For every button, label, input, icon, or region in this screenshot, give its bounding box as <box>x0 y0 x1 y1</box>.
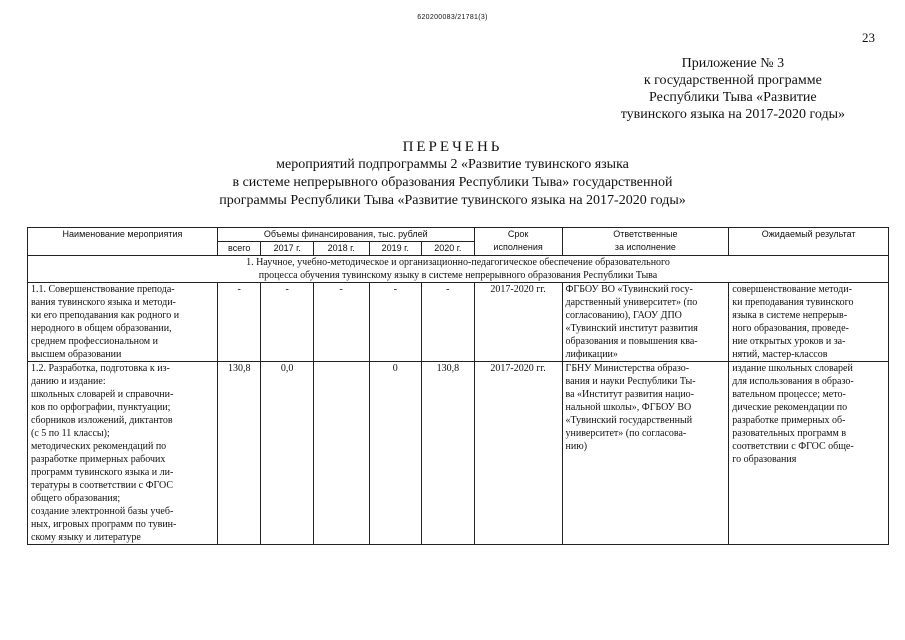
term: 2017-2020 гг. <box>474 283 562 362</box>
title-sub-line: мероприятий подпрограммы 2 «Развитие тувинского языка <box>276 157 629 172</box>
funding-2019: - <box>369 283 422 362</box>
header-result: Ожидаемый результат <box>729 228 889 256</box>
measure-name: 1.2. Разработка, подготовка к из- данию и издание: школьных словарей и справочни- ков по орфографии, пунктуации; сборников изложений, диктантов (с 5 по 11 классы); методических рекомендаций по разработке примерных рабочих программ тувинского языка и ли- тературы в соответствии с ФГОС общего образования; создание электронной базы учеб- ных, игровых программ по тувин- скому языку и литературе <box>28 362 218 545</box>
funding-2020: - <box>422 283 475 362</box>
responsible: ГБНУ Министерства образо- вания и науки Республики Ты- ва «Институт развития нацио- нальной школы», ФГБОУ ВО «Тувинский государственный университет» (по согласова- нию) <box>562 362 729 545</box>
document-number: 620200083/21781(3) <box>417 14 488 21</box>
table-row <box>28 283 889 362</box>
funding-2018: - <box>313 283 369 362</box>
funding-total: 130,8 <box>217 362 260 545</box>
section-row <box>28 256 889 283</box>
annex-line: тувинского языка на 2017-2020 годы» <box>620 107 845 122</box>
annex-line: Республики Тыва «Развитие <box>649 90 817 105</box>
measure-name: 1.1. Совершенствование препода- вания тувинского языка и методи- ки его преподавания как родного и неродного в общем образовании, среднем профессиональном и высшем образовании <box>28 283 218 362</box>
funding-2017: 0,0 <box>261 362 314 545</box>
funding-2017: - <box>261 283 314 362</box>
table-header-row <box>28 228 889 242</box>
responsible: ФГБОУ ВО «Тувинский госу- дарственный университет» (по согласованию), ГАОУ ДПО «Тувинский институт развития образования и повышения ква- лификации» <box>562 283 729 362</box>
title-main: ПЕРЕЧЕНЬ <box>402 139 503 155</box>
section-title: 1. Научное, учебно-методическое и организационно-педагогическое обеспечение образовательного процесса обучения тувинскому языку в системе непрерывного образования Республики Тыва <box>28 256 889 283</box>
annex-line: Приложение № 3 <box>681 56 785 71</box>
expected-result: совершенствование методи- ки преподавания тувинского языка в системе непрерыв- ного образования, проведе- ние открытых уроков и за- нятий, мастер-классов <box>729 283 889 362</box>
annex-line: к государственной программе <box>643 73 822 88</box>
header-term: Срок исполнения <box>474 228 562 256</box>
header-2017: 2017 г. <box>261 242 314 256</box>
title-sub-line: программы Республики Тыва «Развитие тувинского языка на 2017-2020 годы» <box>219 193 686 208</box>
funding-total: - <box>217 283 260 362</box>
header-total: всего <box>217 242 260 256</box>
title-sub-line: в системе непрерывного образования Республики Тыва» государственной <box>232 175 673 190</box>
document-title <box>0 138 905 210</box>
annex-header <box>621 55 845 123</box>
header-responsible: Ответственные за исполнение <box>562 228 729 256</box>
header-funding: Объемы финансирования, тыс. рублей <box>217 228 474 242</box>
header-2018: 2018 г. <box>313 242 369 256</box>
funding-2019: 0 <box>369 362 422 545</box>
header-2020: 2020 г. <box>422 242 475 256</box>
term: 2017-2020 гг. <box>474 362 562 545</box>
measures-table <box>27 227 889 545</box>
header-name: Наименование мероприятия <box>28 228 218 256</box>
funding-2018 <box>313 362 369 545</box>
funding-2020: 130,8 <box>422 362 475 545</box>
table-row <box>28 362 889 545</box>
page-number: 23 <box>862 30 875 45</box>
expected-result: издание школьных словарей для использования в образо- вательном процессе; мето- дические рекомендации по разработке примерных об- разовательных программ в соответствии с ФГОС обще- го образования <box>729 362 889 545</box>
header-2019: 2019 г. <box>369 242 422 256</box>
